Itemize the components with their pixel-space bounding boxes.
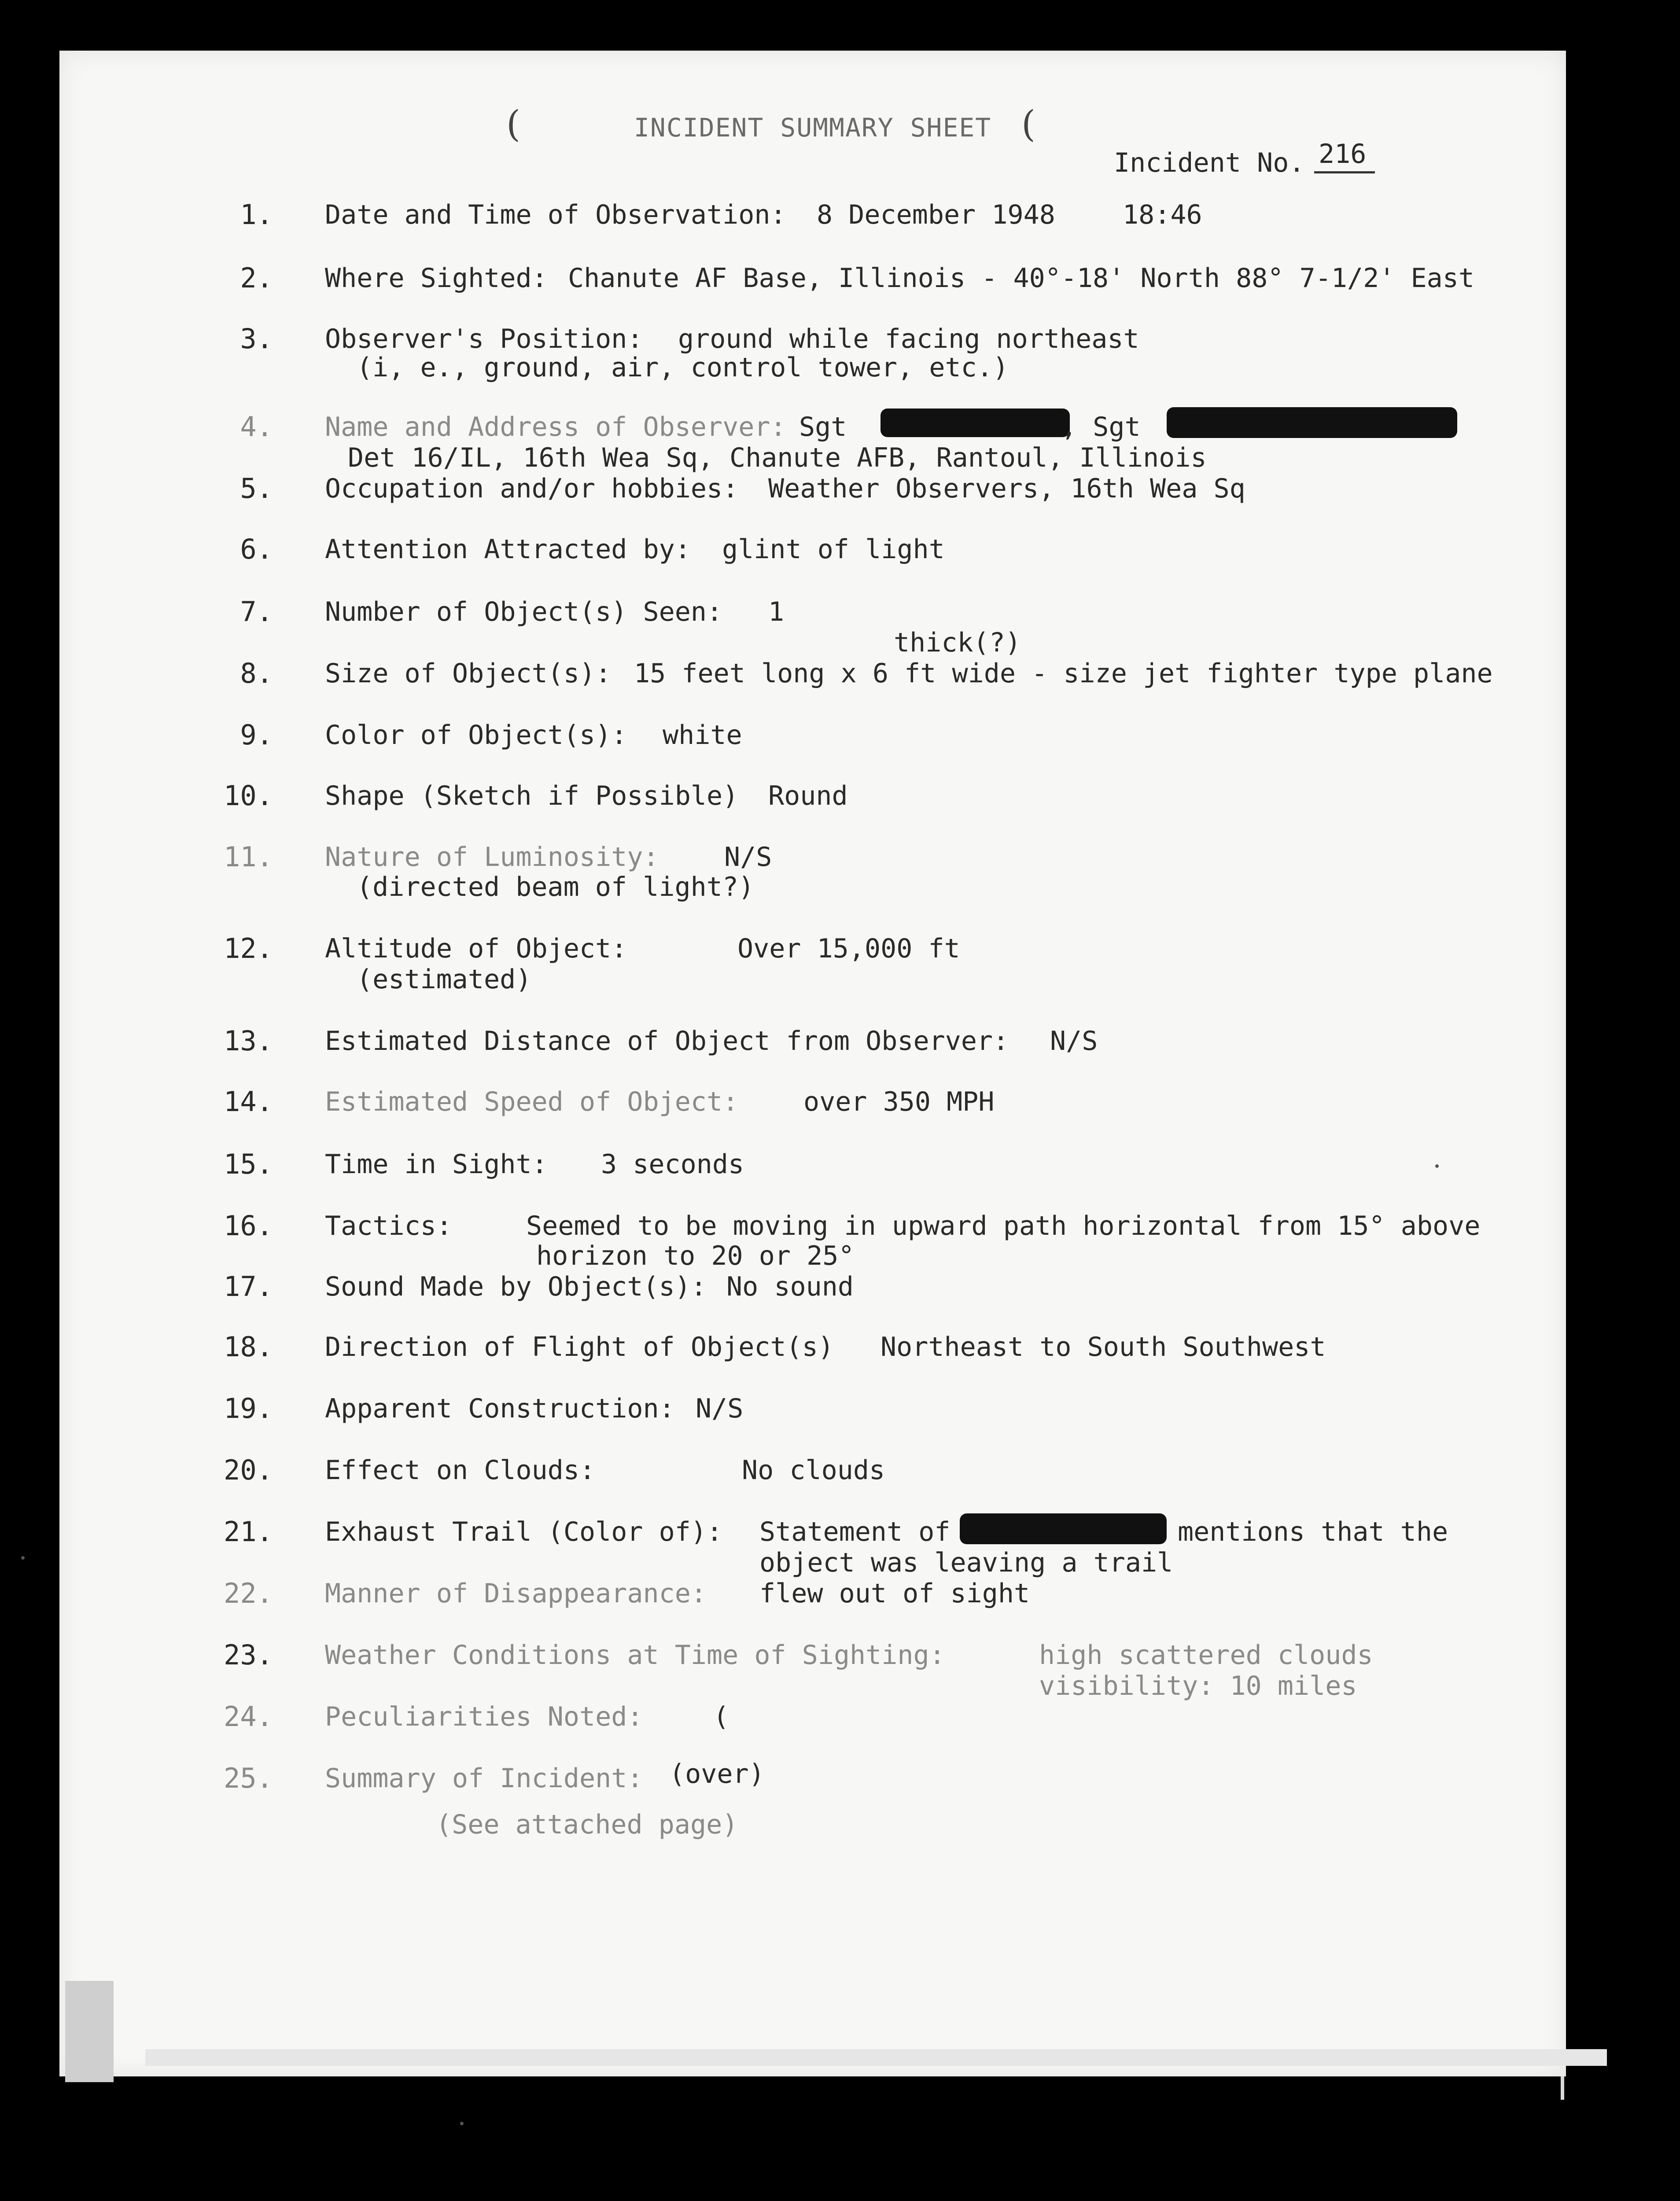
item-label: Direction of Flight of Object(s) — [325, 1332, 834, 1362]
item-number: 23. — [224, 1639, 273, 1671]
item-label: Name and Address of Observer: — [325, 412, 786, 442]
item-label: Size of Object(s): — [325, 658, 612, 689]
item-label: Where Sighted: — [325, 263, 548, 294]
scan-speck — [1435, 1164, 1439, 1168]
item-value: Chanute AF Base, Illinois - 40°-18' North 88° 7-1/2' East — [568, 263, 1475, 294]
item-label: Effect on Clouds: — [325, 1455, 596, 1486]
item-value: 1 — [768, 596, 785, 627]
item-label: Apparent Construction: — [325, 1393, 675, 1424]
item-sublabel: (estimated) — [357, 964, 532, 995]
item-value-address: Det 16/IL, 16th Wea Sq, Chanute AFB, Rantoul, Illinois — [348, 442, 1207, 473]
scan-speck — [460, 2122, 464, 2125]
item-number: 24. — [224, 1700, 273, 1733]
stamp-paren-right: ( — [1021, 103, 1035, 145]
item-value: 15 feet long x 6 ft wide - size jet fighter type plane — [634, 658, 1493, 689]
item-value: 3 seconds — [601, 1149, 744, 1180]
item-value: high scattered clouds — [1039, 1640, 1373, 1671]
item-number: 1. — [240, 199, 273, 231]
item-label: Time in Sight: — [325, 1149, 548, 1180]
scan-speck — [21, 1556, 25, 1560]
item-number: 2. — [240, 262, 273, 294]
item-number: 14. — [224, 1086, 273, 1118]
item-label: Estimated Distance of Object from Observer: — [325, 1026, 1009, 1056]
item-value: Northeast to South Southwest — [881, 1332, 1326, 1362]
item-label: Weather Conditions at Time of Sighting: — [325, 1640, 945, 1671]
page-title: INCIDENT SUMMARY SHEET — [634, 113, 992, 143]
item-value-continued: object was leaving a trail — [759, 1547, 1173, 1578]
item-label: Exhaust Trail (Color of): — [325, 1516, 723, 1547]
item-label: Occupation and/or hobbies: — [325, 473, 739, 504]
item-value-continued: horizon to 20 or 25° — [536, 1240, 855, 1271]
item-note: thick(?) — [894, 627, 1021, 658]
item-number: 19. — [224, 1392, 273, 1424]
item-sublabel: (See attached page) — [436, 1809, 738, 1840]
item-number: 12. — [224, 932, 273, 964]
item-label: Altitude of Object: — [325, 933, 627, 964]
item-value-continued: visibility: 10 miles — [1039, 1671, 1357, 1701]
item-value: (over) — [669, 1759, 765, 1789]
item-value: over 350 MPH — [803, 1086, 995, 1117]
item-label: Attention Attracted by: — [325, 534, 691, 565]
item-number: 3. — [240, 323, 273, 355]
item-label: Tactics: — [325, 1211, 452, 1241]
item-value: N/S — [1050, 1026, 1098, 1056]
item-value: 8 December 1948 — [817, 199, 1055, 230]
redaction-mark — [960, 1513, 1167, 1544]
item-value: ( — [713, 1701, 729, 1732]
item-sublabel: (i, e., ground, air, control tower, etc.) — [357, 352, 1009, 383]
item-value: Round — [768, 780, 848, 811]
incident-number-label: Incident No. — [1114, 147, 1305, 178]
item-number: 5. — [240, 472, 273, 504]
item-number: 9. — [240, 719, 273, 751]
item-value: Statement of — [759, 1516, 951, 1547]
item-number: 6. — [240, 533, 273, 565]
item-label: Manner of Disappearance: — [325, 1578, 707, 1609]
item-label: Observer's Position: — [325, 324, 643, 354]
item-number: 22. — [224, 1577, 273, 1609]
item-number: 11. — [224, 841, 273, 873]
item-number: 18. — [224, 1331, 273, 1363]
stamp-paren-left: ( — [506, 103, 520, 145]
item-value: Sgt — [799, 412, 847, 442]
item-number: 15. — [224, 1148, 273, 1180]
item-number: 20. — [224, 1454, 273, 1486]
item-number: 17. — [224, 1270, 273, 1303]
item-number: 7. — [240, 596, 273, 628]
item-number: 8. — [240, 657, 273, 689]
item-label: Summary of Incident: — [325, 1763, 643, 1794]
incident-number: 216 — [1314, 139, 1375, 173]
item-value-time: 18:46 — [1123, 199, 1202, 230]
item-value: Over 15,000 ft — [737, 933, 960, 964]
item-number: 25. — [224, 1762, 273, 1794]
item-value: ground while facing northeast — [678, 324, 1139, 354]
item-label: Nature of Luminosity: — [325, 842, 659, 872]
item-value: No sound — [726, 1271, 854, 1302]
redaction-mark — [881, 409, 1070, 437]
item-label: Shape (Sketch if Possible) — [325, 780, 739, 811]
item-value: flew out of sight — [759, 1578, 1030, 1609]
item-number: 10. — [224, 780, 273, 812]
item-value-second: mentions that the — [1178, 1516, 1448, 1547]
item-label: Number of Object(s) Seen: — [325, 596, 723, 627]
item-value: glint of light — [722, 534, 945, 565]
item-label: Date and Time of Observation: — [325, 199, 786, 230]
item-label: Color of Object(s): — [325, 720, 627, 751]
item-label: Peculiarities Noted: — [325, 1701, 643, 1732]
item-value: N/S — [724, 842, 772, 872]
item-value: No clouds — [742, 1455, 885, 1486]
item-number: 21. — [224, 1516, 273, 1548]
item-number: 13. — [224, 1025, 273, 1057]
item-value: N/S — [696, 1393, 744, 1424]
item-value: Weather Observers, 16th Wea Sq — [768, 473, 1245, 504]
item-value: Seemed to be moving in upward path horizontal from 15° above — [526, 1211, 1481, 1241]
redaction-mark — [1167, 407, 1457, 438]
item-label: Sound Made by Object(s): — [325, 1271, 707, 1302]
item-value: white — [663, 720, 742, 751]
item-sublabel: (directed beam of light?) — [357, 872, 755, 902]
item-label: Estimated Speed of Object: — [325, 1086, 739, 1117]
item-number: 16. — [224, 1210, 273, 1242]
item-value-second: , Sgt — [1061, 412, 1141, 442]
item-number: 4. — [240, 411, 273, 443]
